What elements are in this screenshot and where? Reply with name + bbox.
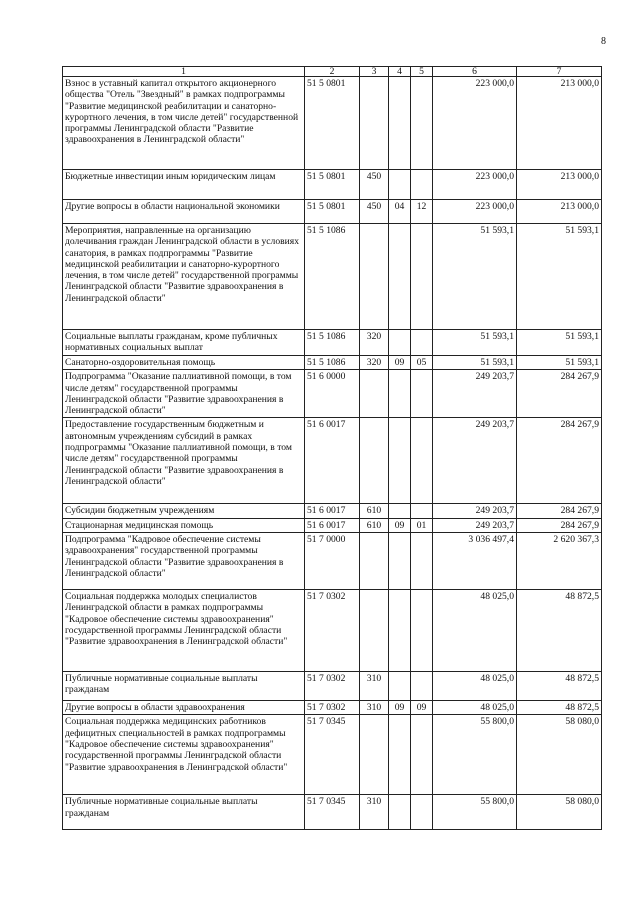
table-row <box>63 418 602 504</box>
row-amount-year1-cell: 249 203,7 <box>433 418 517 504</box>
row-amount-year2-cell: 284 267,9 <box>517 504 602 518</box>
row-expense-type-cell <box>360 370 389 418</box>
row-amount-year2-cell: 58 080,0 <box>517 795 602 830</box>
table-row <box>63 370 602 418</box>
row-name-cell: Другие вопросы в области национальной экономики <box>63 200 305 224</box>
row-expense-type-cell <box>360 590 389 672</box>
row-section-cell <box>389 418 411 504</box>
row-name-cell: Публичные нормативные социальные выплаты гражданам <box>63 795 305 830</box>
row-section-cell <box>389 224 411 330</box>
row-expense-type-cell: 320 <box>360 330 389 356</box>
row-section-cell <box>389 795 411 830</box>
row-amount-year1-cell: 249 203,7 <box>433 518 517 532</box>
row-amount-year2-cell: 48 872,5 <box>517 701 602 715</box>
row-subsection-cell: 01 <box>411 518 433 532</box>
row-code-cell: 51 6 0017 <box>305 418 360 504</box>
row-expense-type-cell: 610 <box>360 504 389 518</box>
row-amount-year2-cell: 51 593,1 <box>517 356 602 370</box>
table-row <box>63 330 602 356</box>
row-amount-year1-cell: 51 593,1 <box>433 224 517 330</box>
row-code-cell: 51 7 0302 <box>305 590 360 672</box>
row-expense-type-cell <box>360 77 389 170</box>
row-section-cell <box>389 77 411 170</box>
row-subsection-cell: 09 <box>411 701 433 715</box>
row-code-cell: 51 7 0302 <box>305 672 360 701</box>
row-code-cell: 51 7 0345 <box>305 795 360 830</box>
table-row <box>63 701 602 715</box>
row-section-cell <box>389 590 411 672</box>
row-subsection-cell <box>411 330 433 356</box>
row-expense-type-cell <box>360 224 389 330</box>
row-code-cell: 51 7 0345 <box>305 715 360 795</box>
row-name-cell: Субсидии бюджетным учреждениям <box>63 504 305 518</box>
row-section-cell <box>389 672 411 701</box>
header-row <box>63 67 602 77</box>
row-name-cell: Другие вопросы в области здравоохранения <box>63 701 305 715</box>
header-col-2: 2 <box>305 67 360 77</box>
row-subsection-cell <box>411 370 433 418</box>
row-name-cell: Стационарная медицинская помощь <box>63 518 305 532</box>
row-subsection-cell <box>411 715 433 795</box>
row-subsection-cell <box>411 795 433 830</box>
row-expense-type-cell: 310 <box>360 701 389 715</box>
row-section-cell <box>389 170 411 200</box>
row-expense-type-cell: 610 <box>360 518 389 532</box>
row-amount-year2-cell: 213 000,0 <box>517 200 602 224</box>
row-name-cell: Социальные выплаты гражданам, кроме публичных нормативных социальных выплат <box>63 330 305 356</box>
row-amount-year1-cell: 48 025,0 <box>433 701 517 715</box>
table-row <box>63 77 602 170</box>
row-subsection-cell <box>411 77 433 170</box>
row-name-cell: Мероприятия, направленные на организацию долечивания граждан Ленинградской области в условиях санатория, в рамках подпрограммы "Развитие медицинской реабилитации и санаторно-курортного лечения, в том числе детей" государственной программы Ленинградской области "Развитие здравоохранения в Ленинградской области" <box>63 224 305 330</box>
table-row <box>63 170 602 200</box>
header-col-7: 7 <box>517 67 602 77</box>
row-subsection-cell: 05 <box>411 356 433 370</box>
row-amount-year1-cell: 51 593,1 <box>433 330 517 356</box>
row-amount-year1-cell: 55 800,0 <box>433 795 517 830</box>
row-expense-type-cell: 450 <box>360 200 389 224</box>
row-expense-type-cell: 310 <box>360 795 389 830</box>
row-code-cell: 51 7 0000 <box>305 533 360 590</box>
header-col-4: 4 <box>389 67 411 77</box>
row-expense-type-cell: 320 <box>360 356 389 370</box>
row-section-cell <box>389 330 411 356</box>
row-amount-year1-cell: 223 000,0 <box>433 200 517 224</box>
row-name-cell: Подпрограмма "Кадровое обеспечение системы здравоохранения" государственной программы Ленинградской области "Развитие здравоохранения в Ленинградской области" <box>63 533 305 590</box>
row-expense-type-cell <box>360 533 389 590</box>
page-number: 8 <box>601 36 606 47</box>
row-amount-year2-cell: 213 000,0 <box>517 77 602 170</box>
row-amount-year1-cell: 249 203,7 <box>433 504 517 518</box>
header-col-1: 1 <box>63 67 305 77</box>
row-subsection-cell <box>411 170 433 200</box>
row-name-cell: Публичные нормативные социальные выплаты гражданам <box>63 672 305 701</box>
row-amount-year1-cell: 48 025,0 <box>433 590 517 672</box>
row-subsection-cell <box>411 504 433 518</box>
row-amount-year2-cell: 58 080,0 <box>517 715 602 795</box>
row-section-cell <box>389 370 411 418</box>
row-subsection-cell: 12 <box>411 200 433 224</box>
row-code-cell: 51 5 0801 <box>305 77 360 170</box>
row-amount-year2-cell: 213 000,0 <box>517 170 602 200</box>
row-section-cell: 04 <box>389 200 411 224</box>
row-expense-type-cell <box>360 418 389 504</box>
header-col-6: 6 <box>433 67 517 77</box>
row-section-cell: 09 <box>389 356 411 370</box>
row-section-cell: 09 <box>389 518 411 532</box>
row-expense-type-cell: 310 <box>360 672 389 701</box>
table-row <box>63 224 602 330</box>
row-section-cell <box>389 504 411 518</box>
row-code-cell: 51 5 1086 <box>305 330 360 356</box>
row-name-cell: Санаторно-оздоровительная помощь <box>63 356 305 370</box>
row-section-cell <box>389 533 411 590</box>
budget-table <box>62 66 602 830</box>
row-name-cell: Предоставление государственным бюджетным и автономным учреждениям субсидий в рамках подпрограммы "Оказание паллиативной помощи, в том числе детям" государственной программы Ленинградской области "Развитие здравоохранения в Ленинградской области" <box>63 418 305 504</box>
row-amount-year2-cell: 284 267,9 <box>517 418 602 504</box>
row-name-cell: Взнос в уставный капитал открытого акционерного общества "Отель "Звездный" в рамках подпрограммы "Развитие медицинской реабилитации и санаторно-курортного лечения, в том числе детей" государственной программы Ленинградской области "Развитие здравоохранения в Ленинградской области" <box>63 77 305 170</box>
row-amount-year2-cell: 2 620 367,3 <box>517 533 602 590</box>
row-amount-year1-cell: 48 025,0 <box>433 672 517 701</box>
row-subsection-cell <box>411 224 433 330</box>
row-code-cell: 51 5 0801 <box>305 170 360 200</box>
row-code-cell: 51 6 0017 <box>305 518 360 532</box>
row-subsection-cell <box>411 533 433 590</box>
table-row <box>63 715 602 795</box>
row-section-cell: 09 <box>389 701 411 715</box>
row-name-cell: Социальная поддержка медицинских работников дефицитных специальностей в рамках подпрограммы "Кадровое обеспечение системы здравоохранения" государственной программы Ленинградской области "Развитие здравоохранения в Ленинградской области" <box>63 715 305 795</box>
row-code-cell: 51 5 1086 <box>305 224 360 330</box>
row-amount-year1-cell: 3 036 497,4 <box>433 533 517 590</box>
row-amount-year1-cell: 223 000,0 <box>433 170 517 200</box>
row-name-cell: Подпрограмма "Оказание паллиативной помощи, в том числе детям" государственной программы Ленинградской области "Развитие здравоохранения в Ленинградской области" <box>63 370 305 418</box>
row-expense-type-cell <box>360 715 389 795</box>
row-code-cell: 51 7 0302 <box>305 701 360 715</box>
table-row <box>63 504 602 518</box>
table-row <box>63 356 602 370</box>
row-code-cell: 51 6 0000 <box>305 370 360 418</box>
header-col-3: 3 <box>360 67 389 77</box>
row-amount-year1-cell: 51 593,1 <box>433 356 517 370</box>
row-section-cell <box>389 715 411 795</box>
row-amount-year2-cell: 51 593,1 <box>517 330 602 356</box>
table-row <box>63 200 602 224</box>
row-code-cell: 51 6 0017 <box>305 504 360 518</box>
row-amount-year2-cell: 48 872,5 <box>517 672 602 701</box>
row-name-cell: Социальная поддержка молодых специалистов Ленинградской области в рамках подпрограммы "Кадровое обеспечение системы здравоохранения" государственной программы Ленинградской области "Развитие здравоохранения в Ленинградской области" <box>63 590 305 672</box>
table-row <box>63 518 602 532</box>
row-subsection-cell <box>411 418 433 504</box>
row-expense-type-cell: 450 <box>360 170 389 200</box>
table-row <box>63 533 602 590</box>
row-subsection-cell <box>411 672 433 701</box>
row-code-cell: 51 5 0801 <box>305 200 360 224</box>
header-col-5: 5 <box>411 67 433 77</box>
row-amount-year2-cell: 284 267,9 <box>517 370 602 418</box>
row-amount-year2-cell: 284 267,9 <box>517 518 602 532</box>
row-amount-year1-cell: 55 800,0 <box>433 715 517 795</box>
table-row <box>63 590 602 672</box>
row-name-cell: Бюджетные инвестиции иным юридическим лицам <box>63 170 305 200</box>
row-subsection-cell <box>411 590 433 672</box>
row-amount-year2-cell: 48 872,5 <box>517 590 602 672</box>
row-amount-year2-cell: 51 593,1 <box>517 224 602 330</box>
table-row <box>63 672 602 701</box>
row-amount-year1-cell: 249 203,7 <box>433 370 517 418</box>
table-row <box>63 795 602 830</box>
row-amount-year1-cell: 223 000,0 <box>433 77 517 170</box>
row-code-cell: 51 5 1086 <box>305 356 360 370</box>
